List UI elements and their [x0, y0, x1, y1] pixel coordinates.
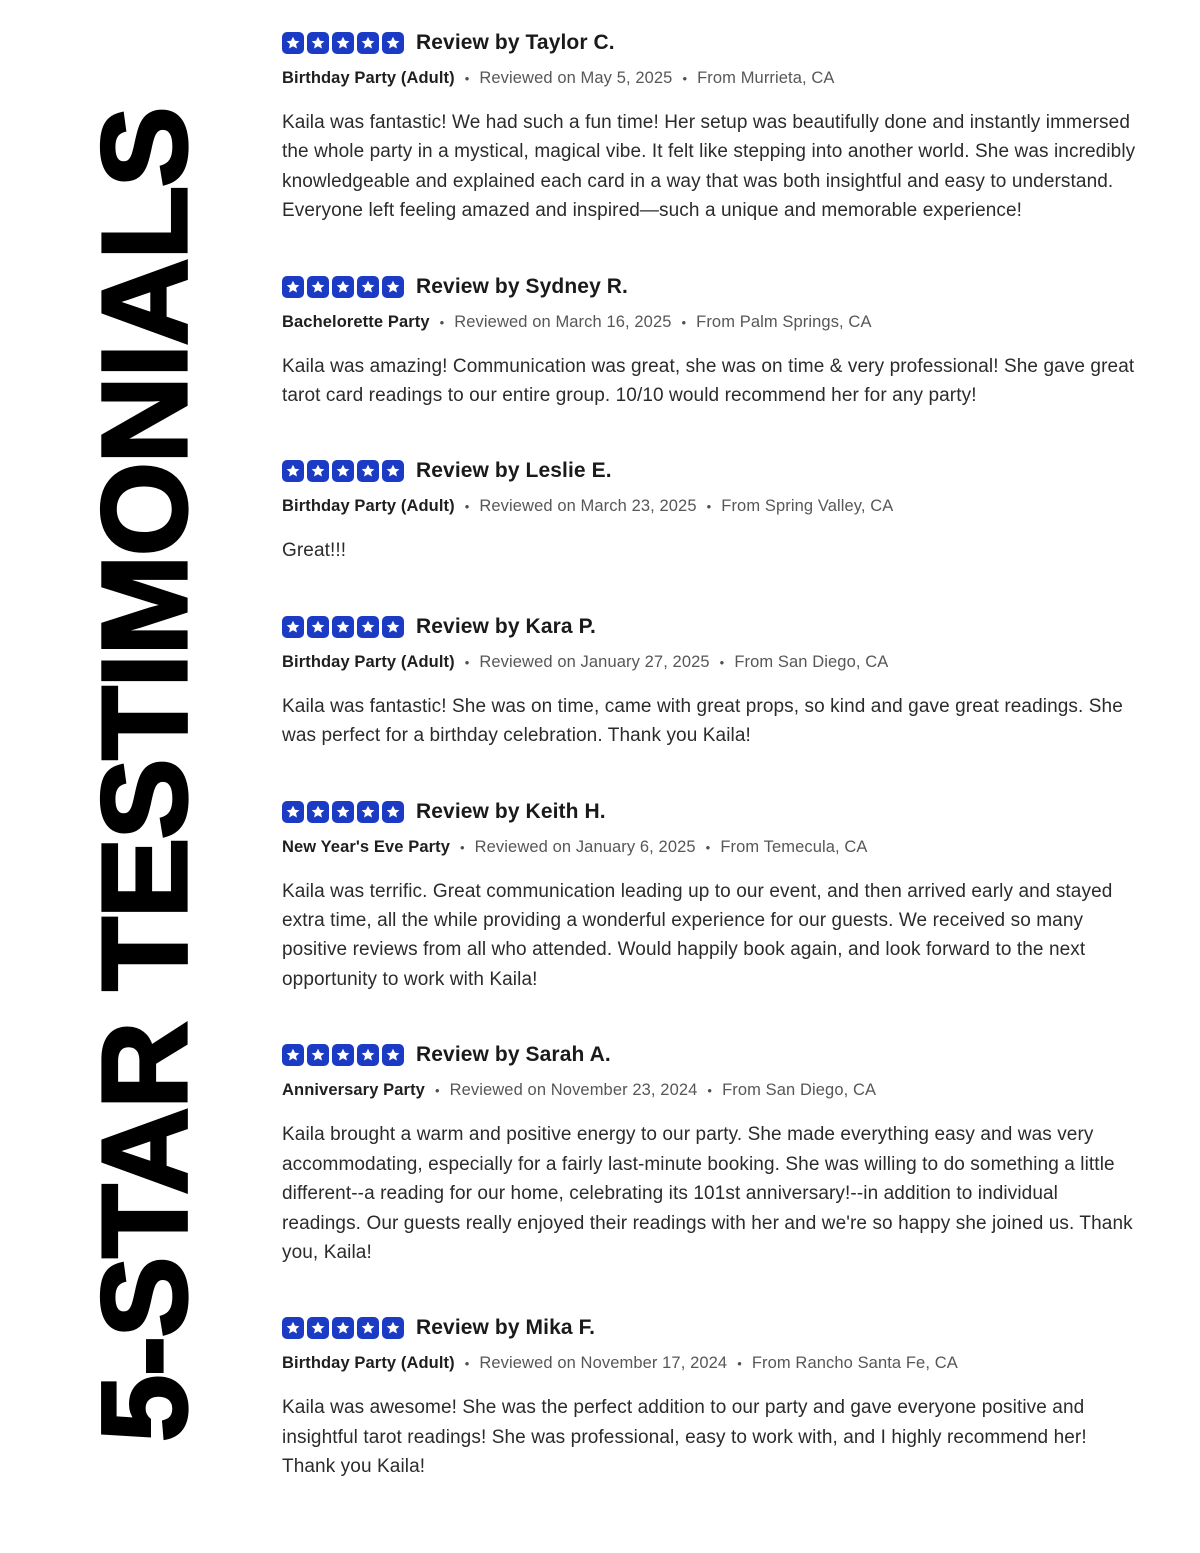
bullet-separator: • [464, 654, 470, 670]
five-star-rating [282, 616, 404, 638]
review-text: Kaila was terrific. Great communication leading up to our event, and then arrived early and stayed extra time, all the while providing a wonderful experience for our guests. We received so many positive reviews from all who attended. Would happily book again, and look forward to the next opportunity to work with Kaila! [282, 880, 1113, 990]
star-icon [382, 460, 404, 482]
star-icon [307, 1317, 329, 1339]
star-icon [357, 616, 379, 638]
event-type-label: Birthday Party (Adult) [282, 652, 455, 671]
review-header [282, 458, 1140, 484]
review-text: Kaila was awesome! She was the perfect addition to our party and gave everyone positive and insightful tarot readings! She was professional, easy to work with, and I highly recommend her! Thank you Kaila! [282, 1397, 1087, 1478]
event-type-label: Birthday Party (Adult) [282, 1354, 455, 1373]
review-meta [282, 838, 1140, 857]
star-icon [307, 1044, 329, 1066]
review-heading: Review by Taylor C. [416, 31, 615, 54]
star-icon [282, 1317, 304, 1339]
star-icon [357, 460, 379, 482]
review-date: Reviewed on January 27, 2025 [479, 652, 710, 671]
review-header [282, 1042, 1140, 1068]
bullet-separator: • [464, 71, 470, 86]
star-icon [282, 460, 304, 482]
event-type-label: Bachelorette Party [282, 312, 430, 331]
review-heading: Review by Sarah A. [416, 1043, 611, 1067]
review-date: Reviewed on January 6, 2025 [474, 837, 696, 856]
five-star-rating [282, 460, 404, 482]
review-heading: Review by Mika F. [416, 1316, 596, 1340]
review-meta [282, 653, 1140, 672]
review-date: Reviewed on March 23, 2025 [479, 497, 697, 516]
star-icon [357, 32, 379, 54]
bullet-separator: • [439, 314, 445, 330]
review-meta [282, 497, 1140, 516]
review-date: Reviewed on November 23, 2024 [449, 1081, 698, 1100]
review-meta [282, 1081, 1140, 1100]
five-star-rating [282, 32, 404, 54]
bullet-separator: • [682, 71, 688, 86]
star-icon [332, 32, 354, 54]
review-header [282, 799, 1140, 825]
page-title: 5-STAR TESTIMONIALS [75, 108, 212, 1442]
star-icon [307, 801, 329, 823]
bullet-separator: • [706, 499, 712, 515]
star-icon [357, 1044, 379, 1066]
star-icon [332, 460, 354, 482]
bullet-separator: • [705, 839, 711, 855]
review-heading: Review by Leslie E. [416, 459, 612, 483]
five-star-rating [282, 276, 404, 298]
review-location: From San Diego, CA [722, 1081, 877, 1100]
review-text: Kaila was fantastic! We had such a fun time! Her setup was beautifully done and instantly immersed the whole party in a mystical, magical vibe. It felt like stepping into another world. She was incredibly knowledgeable and explained each card in a way that was both insightful and easy to understand. Everyone left feeling amazed and inspired—such a unique and memorable experience! [282, 112, 1136, 222]
review-location: From Spring Valley, CA [721, 497, 894, 516]
star-icon [332, 616, 354, 638]
review-text: Great!!! [282, 540, 347, 562]
review-date: Reviewed on November 17, 2024 [479, 1354, 728, 1373]
event-type-label: Anniversary Party [282, 1081, 425, 1100]
review-header [282, 1315, 1140, 1341]
star-icon [382, 616, 404, 638]
star-icon [357, 1317, 379, 1339]
star-icon [332, 801, 354, 823]
star-icon [382, 1044, 404, 1066]
review-date: Reviewed on March 16, 2025 [454, 312, 672, 331]
star-icon [357, 801, 379, 823]
star-icon [332, 276, 354, 298]
review-meta [282, 1354, 1140, 1373]
star-icon [382, 801, 404, 823]
star-icon [307, 32, 329, 54]
review-location: From Palm Springs, CA [696, 312, 872, 331]
review-location: From Murrieta, CA [697, 69, 835, 87]
bullet-separator: • [464, 1356, 470, 1372]
bullet-separator: • [459, 839, 465, 855]
review-location: From San Diego, CA [734, 652, 889, 671]
review-item [282, 799, 1140, 995]
review-meta [282, 313, 1140, 332]
review-heading: Review by Keith H. [416, 799, 606, 823]
review-text: Kaila was fantastic! She was on time, came with great props, so kind and gave great readings. She was perfect for a birthday celebration. Thank you Kaila! [282, 695, 1123, 747]
review-text: Kaila brought a warm and positive energy to our party. She made everything easy and was very accommodating, especially for a fairly last-minute booking. She was willing to do something a little different--a reading for our home, celebrating its 101st anniversary!--in addition to individual readings. Our guests really enjoyed their readings with her and we're so happy she joined us. Thank you, Kaila! [282, 1124, 1133, 1263]
five-star-rating [282, 1317, 404, 1339]
review-header [282, 30, 1140, 56]
star-icon [282, 616, 304, 638]
event-type-label: Birthday Party (Adult) [282, 497, 455, 516]
star-icon [282, 1044, 304, 1066]
review-header [282, 614, 1140, 640]
review-text: Kaila was amazing! Communication was great, she was on time & very professional! She gave great tarot card readings to our entire group. 10/10 would recommend her for any party! [282, 355, 1135, 407]
bullet-separator: • [719, 654, 725, 670]
review-item [282, 274, 1140, 411]
five-star-rating [282, 1044, 404, 1066]
star-icon [307, 616, 329, 638]
review-header [282, 274, 1140, 300]
event-type-label: Birthday Party (Adult) [282, 69, 455, 87]
bullet-separator: • [464, 499, 470, 515]
review-item [282, 1315, 1140, 1481]
bullet-separator: • [681, 314, 687, 330]
review-location: From Rancho Santa Fe, CA [751, 1354, 958, 1373]
star-icon [282, 801, 304, 823]
review-item [282, 614, 1140, 751]
review-meta [282, 69, 1140, 88]
bullet-separator: • [707, 1083, 713, 1099]
star-icon [382, 32, 404, 54]
star-icon [282, 32, 304, 54]
star-icon [307, 460, 329, 482]
star-icon [357, 276, 379, 298]
reviews-list [282, 0, 1140, 1530]
star-icon [382, 1317, 404, 1339]
five-star-rating [282, 801, 404, 823]
bullet-separator: • [434, 1083, 440, 1099]
vertical-title-banner [75, 85, 212, 1465]
star-icon [332, 1044, 354, 1066]
review-item [282, 30, 1140, 226]
review-date: Reviewed on May 5, 2025 [479, 69, 673, 87]
review-item [282, 458, 1140, 565]
review-heading: Review by Kara P. [416, 614, 596, 638]
event-type-label: New Year's Eve Party [282, 837, 450, 856]
bullet-separator: • [737, 1356, 742, 1372]
review-heading: Review by Sydney R. [416, 274, 628, 298]
star-icon [382, 276, 404, 298]
star-icon [282, 276, 304, 298]
star-icon [332, 1317, 354, 1339]
review-item [282, 1042, 1140, 1267]
star-icon [307, 276, 329, 298]
review-location: From Temecula, CA [720, 837, 868, 856]
